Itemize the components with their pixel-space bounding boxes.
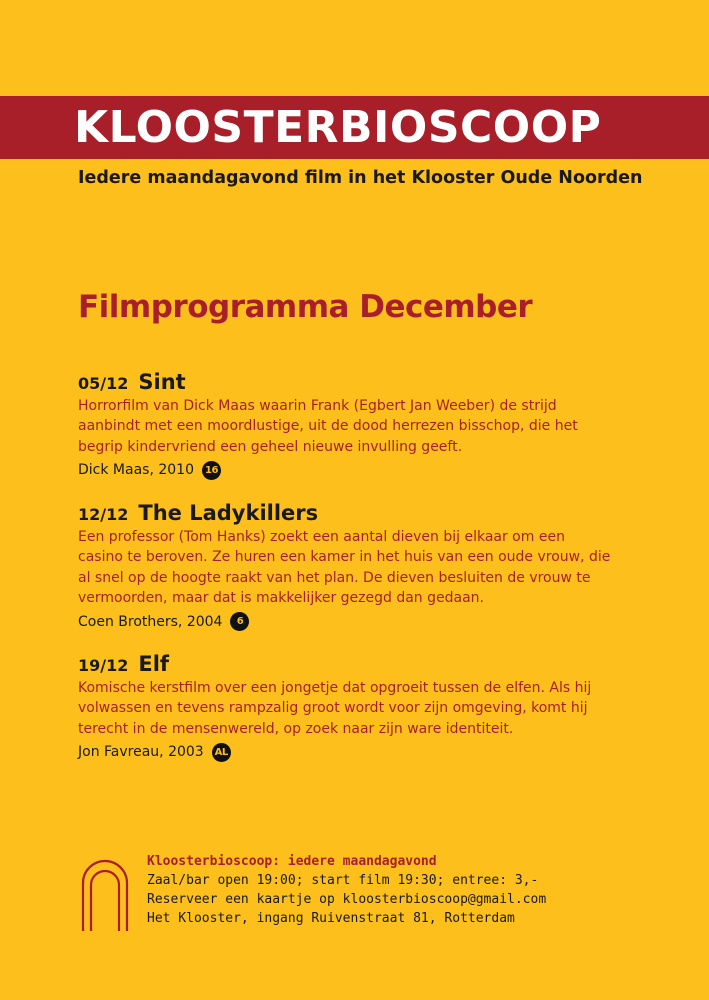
film-description bbox=[78, 396, 648, 457]
age-rating-badge-icon: 16 bbox=[202, 461, 221, 480]
page-title: KLOOSTERBIOSCOOP bbox=[74, 102, 602, 153]
film-description-line: al snel op de hoogte raakt van het plan. De dieven besluiten de vrouw te bbox=[78, 569, 591, 586]
film-entry-sint bbox=[78, 370, 648, 481]
film-description bbox=[78, 527, 648, 609]
film-credit-text: Coen Brothers, 2004 bbox=[78, 613, 223, 630]
film-description-line: vermoorden, maar dat is makkelijker gezegd dan gedaan. bbox=[78, 590, 484, 607]
film-heading bbox=[78, 652, 648, 678]
film-heading bbox=[78, 370, 648, 396]
age-rating-badge-icon: AL bbox=[212, 743, 231, 762]
film-description-line: Komische kerstfilm over een jongetje dat opgroeit tussen de elfen. Als hij bbox=[78, 680, 592, 696]
film-description bbox=[78, 678, 648, 739]
film-description-line: terecht in de mensenwereld, op zoek naar zijn ware identiteit. bbox=[78, 720, 514, 737]
film-title: Sint bbox=[138, 370, 186, 394]
film-description-line: aanbindt met een moordlustige, uit de dood herrezen bisschop, die het bbox=[78, 418, 578, 435]
film-credit bbox=[78, 741, 648, 763]
footer-heading: Kloosterbioscoop: iedere maandagavond bbox=[147, 854, 437, 869]
film-description-line: Horrorfilm van Dick Maas waarin Frank (Egbert Jan Weeber) de strijd bbox=[78, 398, 557, 414]
footer-hours: Zaal/bar open 19:00; start film 19:30; entree: 3,- bbox=[147, 873, 539, 888]
film-title: The Ladykillers bbox=[138, 501, 319, 525]
tagline: Iedere maandagavond film in het Klooster Oude Noorden bbox=[78, 168, 643, 188]
film-entry-elf bbox=[78, 652, 648, 763]
film-date: 12/12 bbox=[78, 505, 129, 524]
film-date: 05/12 bbox=[78, 374, 129, 393]
film-description-line: volwassen en tevens rampzalig groot wordt voor zijn omgeving, komt hij bbox=[78, 700, 588, 717]
film-description-line: begrip kindervriend een geheel nieuwe invulling geeft. bbox=[78, 438, 463, 455]
film-entry-the-ladykillers bbox=[78, 501, 648, 633]
age-rating-badge-icon: 6 bbox=[230, 612, 249, 631]
arch-logo-icon bbox=[80, 851, 130, 931]
film-credit-text: Dick Maas, 2010 bbox=[78, 462, 194, 479]
program-title: Filmprogramma December bbox=[78, 289, 533, 325]
footer-reserve: Reserveer een kaartje op kloosterbioscoop@gmail.com bbox=[147, 892, 547, 907]
film-heading bbox=[78, 501, 648, 527]
film-date: 19/12 bbox=[78, 656, 129, 675]
film-credit-text: Jon Favreau, 2003 bbox=[78, 744, 204, 761]
film-credit bbox=[78, 611, 648, 633]
film-credit bbox=[78, 459, 648, 481]
footer-info bbox=[147, 852, 546, 928]
film-title: Elf bbox=[138, 652, 170, 676]
film-description-line: Een professor (Tom Hanks) zoekt een aantal dieven bij elkaar om een bbox=[78, 529, 565, 545]
footer-address: Het Klooster, ingang Ruivenstraat 81, Rotterdam bbox=[147, 911, 515, 926]
film-description-line: casino te beroven. Ze huren een kamer in het huis van een oude vrouw, die bbox=[78, 549, 611, 566]
